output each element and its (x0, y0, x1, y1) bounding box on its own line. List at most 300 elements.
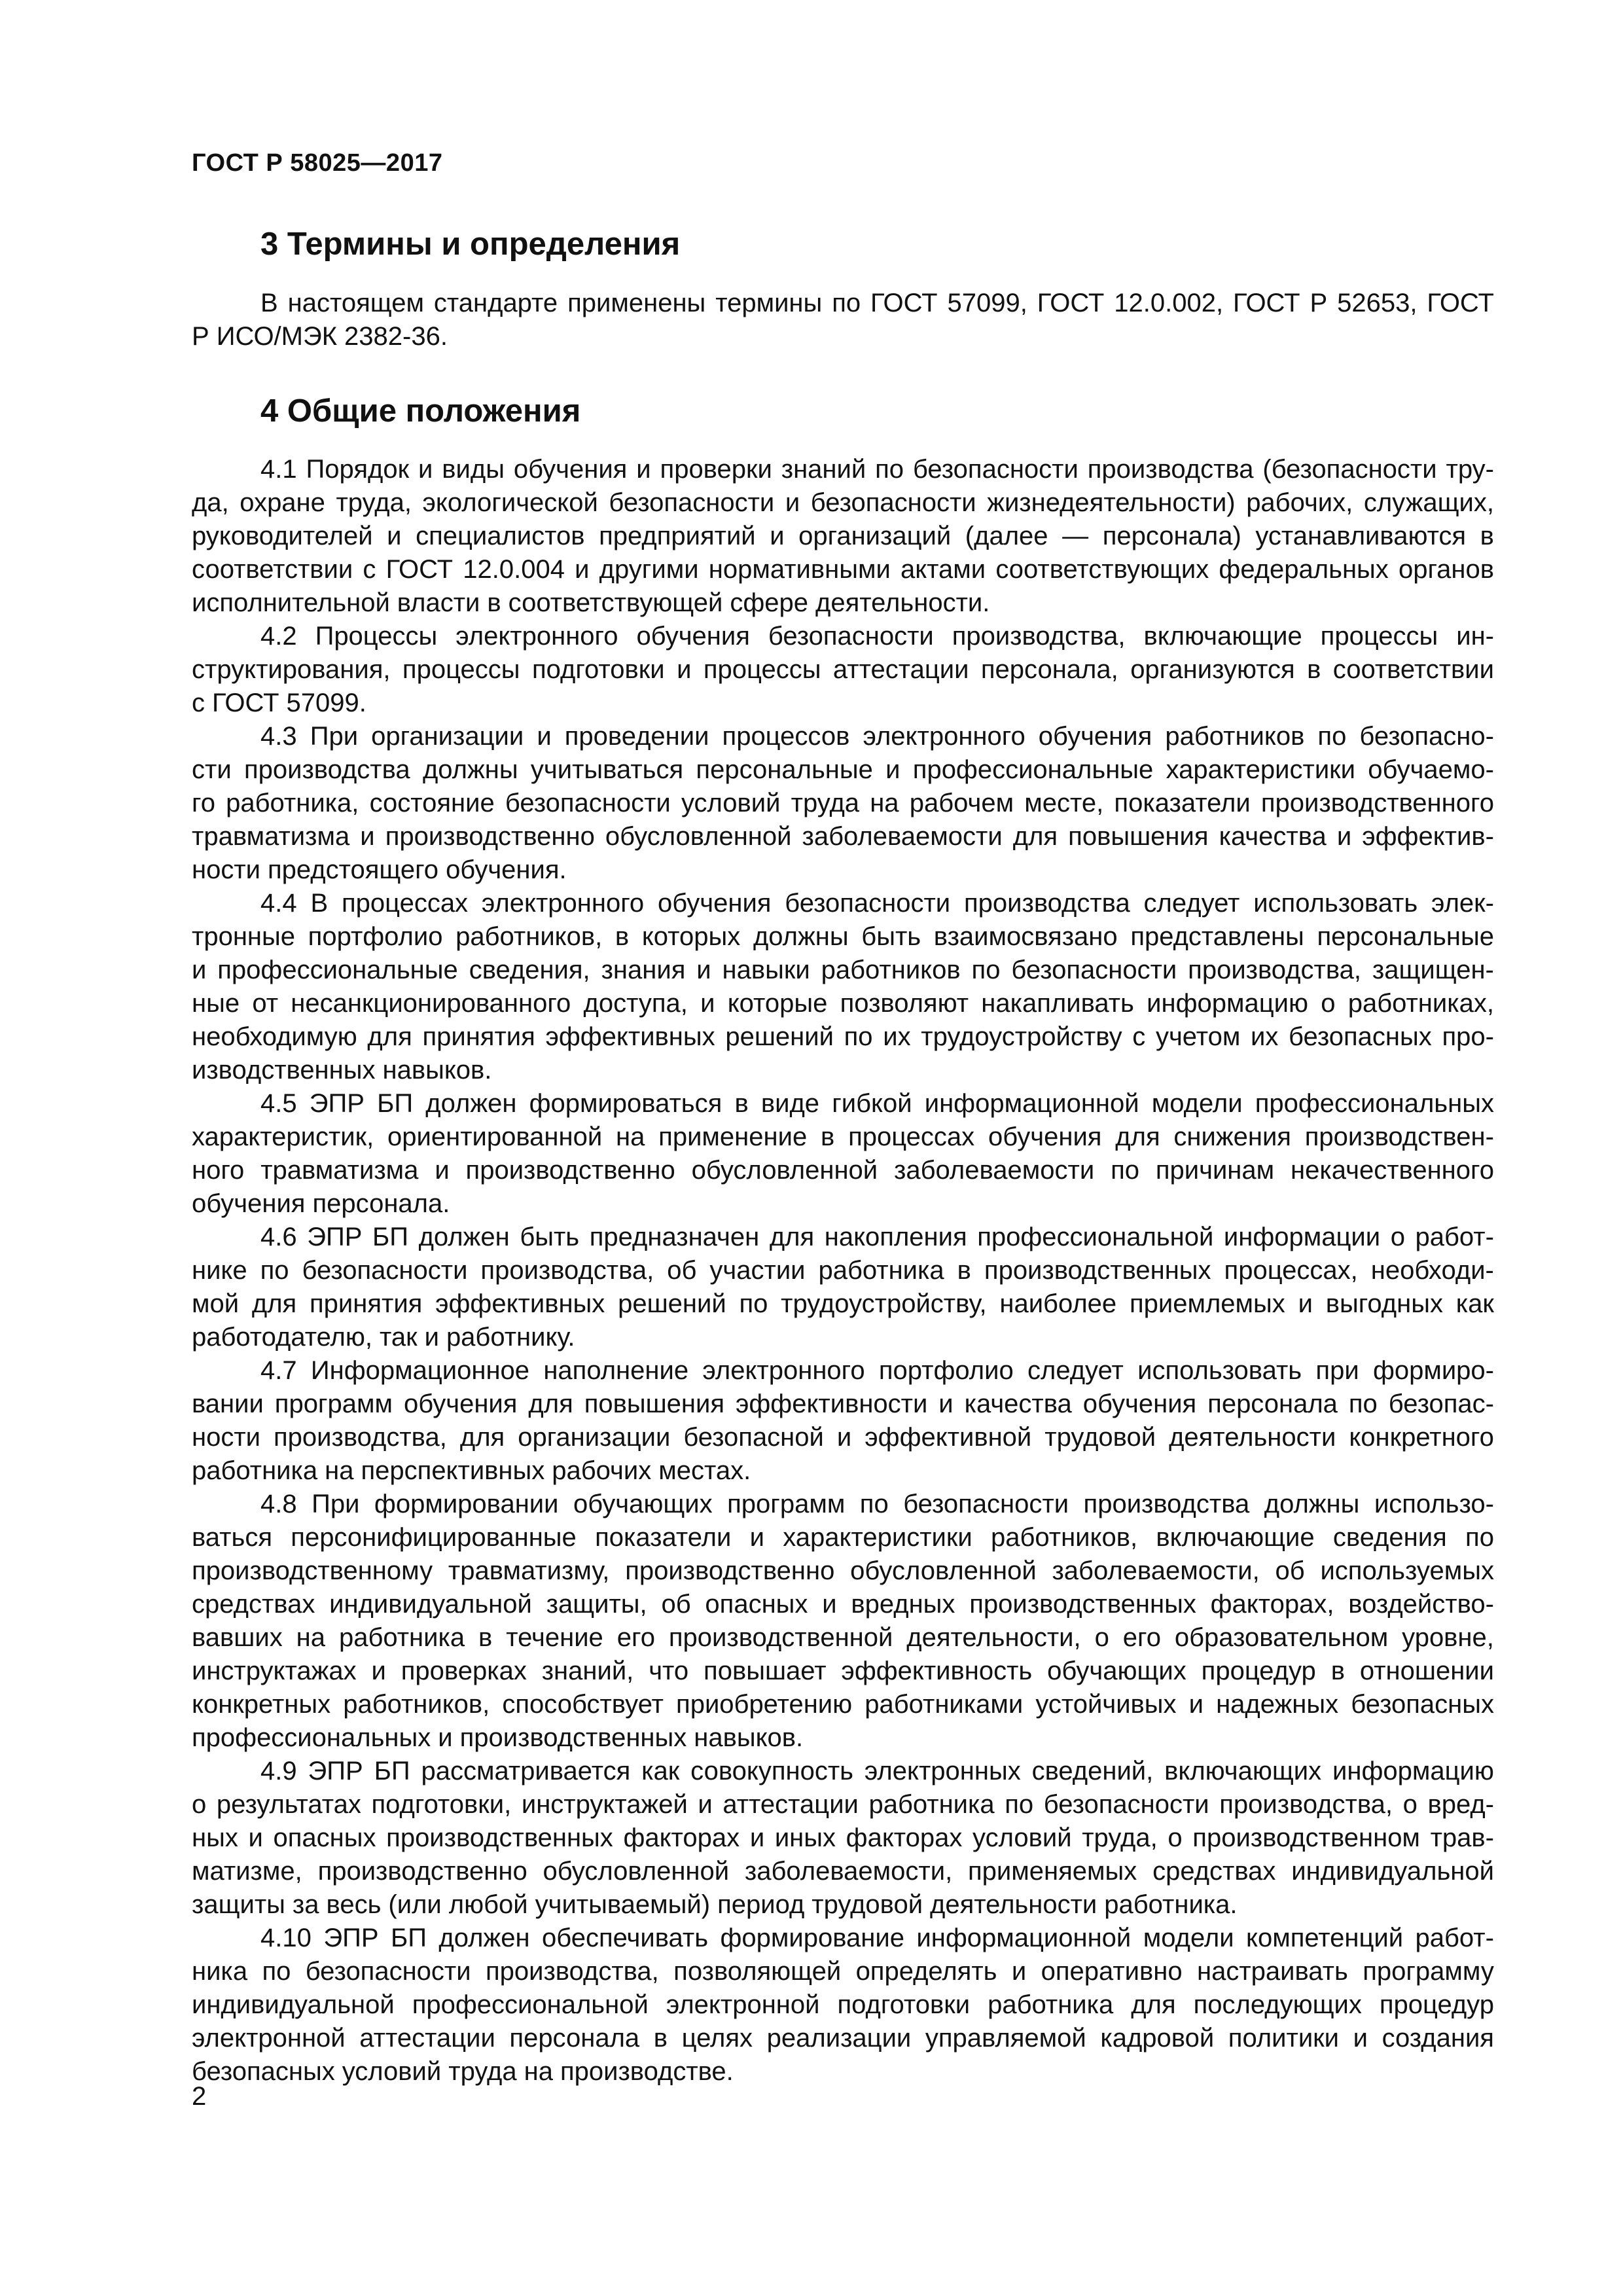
word: и (438, 1723, 453, 1752)
word: профессиональной (977, 1223, 1214, 1251)
word: использо- (1374, 1490, 1494, 1518)
word: месте, (1024, 789, 1104, 817)
word: с (1132, 1022, 1146, 1051)
word: производственно (625, 1556, 835, 1585)
word: определять (855, 1957, 997, 1986)
word: ника (192, 1957, 248, 1986)
word: о (1168, 1823, 1183, 1852)
word: включающие (1156, 1523, 1315, 1552)
word: 57099. (286, 689, 366, 717)
word: и (192, 956, 207, 984)
word: воздейство- (1348, 1590, 1494, 1619)
word: При (312, 1490, 360, 1518)
word: матизме, (192, 1857, 302, 1886)
word: средствах (1152, 1857, 1276, 1886)
word: обучения (513, 455, 628, 484)
word: для (769, 1223, 815, 1251)
word: эффективность (841, 1657, 1033, 1685)
word: 4.6 (260, 1223, 297, 1251)
word: персонала (509, 2024, 640, 2053)
word: электронного (481, 889, 645, 918)
word: БП (377, 1089, 414, 1118)
word: в (615, 922, 630, 951)
text-line (192, 1154, 1494, 1187)
word: производства, (1219, 1790, 1393, 1819)
word: безопас- (1388, 1390, 1494, 1418)
word: условий (972, 1823, 1072, 1852)
word: ности (192, 855, 260, 884)
text-line (192, 954, 1494, 987)
word: безопасности (305, 1957, 471, 1986)
word: для (1012, 822, 1058, 851)
word: иных (774, 1823, 836, 1852)
word: любой (448, 1890, 528, 1919)
word: го (192, 789, 215, 817)
word: аттестации (832, 655, 969, 684)
word: обучения (636, 622, 750, 651)
word: организуются (1130, 655, 1295, 684)
word: производственных (984, 1256, 1211, 1285)
word: безопасности (1011, 956, 1177, 984)
word: процедур (1201, 1657, 1316, 1685)
text-line (192, 1855, 1494, 1888)
word: следует (1143, 889, 1240, 918)
text-line (192, 687, 1494, 720)
word: устойчивых (1035, 1690, 1177, 1719)
word: некачественного (1291, 1156, 1494, 1185)
word: 12.0.002, (1114, 289, 1224, 317)
word: актами (900, 555, 986, 584)
word: и (418, 455, 433, 484)
word: работников, (990, 1523, 1138, 1552)
word: обучения. (446, 855, 567, 884)
word: включающих (1164, 1757, 1322, 1785)
word: производственному (192, 1556, 433, 1585)
word: и (696, 956, 711, 984)
word: 4.2 (260, 622, 297, 651)
word: — (1062, 522, 1089, 550)
word: рассматривается (421, 1757, 631, 1785)
word: по (971, 956, 1001, 984)
word: информации (1223, 1223, 1381, 1251)
word: изводственных (192, 1056, 376, 1085)
word: ориентированной (387, 1122, 603, 1151)
word: эффективных (435, 1289, 605, 1318)
word: другими (599, 555, 699, 584)
word: ГОСТ (1037, 289, 1105, 317)
word: обусловленной (691, 1156, 878, 1185)
word: об (667, 1256, 697, 1285)
word: и (1011, 1957, 1027, 1986)
word: в (478, 1623, 493, 1652)
word: применяемых (968, 1857, 1137, 1886)
word: их (1251, 1022, 1279, 1051)
word: процессов (722, 722, 850, 751)
word: по (1005, 1790, 1034, 1819)
word: и (770, 522, 785, 550)
word: травматизма (260, 1156, 419, 1185)
word: позволяющей (673, 1957, 842, 1986)
word: конкретного (1349, 1423, 1494, 1452)
word: навыков. (382, 1056, 492, 1085)
text-line (192, 1221, 1494, 1254)
word: о (1321, 989, 1336, 1018)
word: средствах (192, 1590, 315, 1619)
word: защиты, (546, 1590, 647, 1619)
word: образовательном (1174, 1623, 1389, 1652)
word: и (700, 989, 715, 1018)
word: безопасности (810, 488, 976, 517)
word: используемых (1320, 1556, 1494, 1585)
word: формировании (374, 1490, 559, 1518)
word: позволяют (840, 989, 969, 1018)
word: течение (506, 1623, 603, 1652)
word: их (883, 1022, 911, 1051)
word: в (957, 1256, 971, 1285)
word: эффективной (865, 1423, 1032, 1452)
word: работника (988, 1990, 1114, 2019)
word: работниках, (1347, 989, 1494, 1018)
word: факторах, (1210, 1590, 1334, 1619)
word: при (1315, 1356, 1359, 1385)
word: и (360, 822, 375, 851)
word: да, (192, 488, 229, 517)
word: защищен- (1372, 956, 1494, 984)
word: должен (418, 1223, 510, 1251)
word: быть (520, 1223, 580, 1251)
text-line (192, 1388, 1494, 1421)
word: труда (791, 789, 860, 817)
word: должны (422, 755, 518, 784)
word: индивидуальной (329, 1590, 532, 1619)
word: деятельности. (815, 588, 990, 617)
word: устанавливаются (1255, 522, 1467, 550)
word: по (1111, 1156, 1139, 1185)
text-line (192, 1454, 1494, 1488)
word: травматизма (192, 822, 350, 851)
word: совокупность (690, 1757, 853, 1785)
word: сти (192, 755, 232, 784)
word: работника. (1104, 1890, 1238, 1919)
word: для (459, 1423, 505, 1452)
word: оперативно (1041, 1957, 1183, 1986)
word: процессах (341, 889, 469, 918)
word: процессы (402, 655, 520, 684)
word: по (1465, 1523, 1494, 1552)
section-3-heading: 3 Термины и определения (260, 226, 681, 262)
word: заболеваемости (802, 822, 1003, 851)
word: вредных (851, 1590, 955, 1619)
word: что (649, 1657, 689, 1685)
word: подготовки (837, 1990, 971, 2019)
text-line (192, 520, 1494, 553)
word: обучения (1038, 722, 1152, 751)
word: 4.4 (260, 889, 297, 918)
word: включающие (1143, 622, 1302, 651)
word: персональные (1317, 922, 1494, 951)
word: эффективных (545, 1022, 715, 1051)
text-line (192, 820, 1494, 853)
word: безопасной (683, 1423, 824, 1452)
word: выгодных (1325, 1289, 1443, 1318)
text-line (192, 1922, 1494, 1955)
word: Процессы (315, 622, 438, 651)
section-4-heading: 4 Общие положения (260, 393, 581, 429)
word: характеристики (783, 1523, 972, 1552)
word: безопасности (609, 488, 775, 517)
word: ных (192, 1823, 238, 1852)
text-line (192, 1421, 1494, 1454)
word: следует (1027, 1356, 1124, 1385)
word: безопасности (302, 1256, 468, 1285)
word: обучающих (573, 1490, 713, 1518)
word: должны (1264, 1490, 1360, 1518)
word: процессы (703, 655, 821, 684)
word: учитываться (530, 755, 684, 784)
word: программ (274, 1390, 393, 1418)
word: на (296, 1623, 326, 1652)
word: 4.5 (260, 1089, 297, 1118)
word: профессиональные (912, 755, 1154, 784)
word: работников, (343, 1690, 490, 1719)
word: за (292, 1890, 319, 1919)
word: рабочем (909, 789, 1014, 817)
word: производства (1083, 1490, 1250, 1518)
document-code-header: ГОСТ Р 58025—2017 (192, 149, 443, 177)
word: заболеваемости, (1052, 1556, 1260, 1585)
word: ваться (192, 1523, 272, 1552)
word: трудоустройству, (781, 1289, 987, 1318)
word: обучения (403, 1390, 518, 1418)
word: безопасно- (1359, 722, 1494, 751)
word: работника (868, 1790, 995, 1819)
word: производствен- (1304, 1122, 1494, 1151)
word: ин- (1456, 622, 1494, 651)
section-3-body (192, 287, 1494, 353)
word: в (487, 588, 501, 617)
word: специалистов (416, 522, 585, 550)
word: ЭПР (307, 1223, 363, 1251)
word: характеристик, (192, 1122, 374, 1151)
word: ЭПР (309, 1089, 365, 1118)
word: Р (1310, 289, 1328, 317)
text-line (192, 1554, 1494, 1588)
word: 52653, (1337, 289, 1418, 317)
word: снижения (1173, 1122, 1291, 1151)
word: взаимосвязано (933, 922, 1118, 951)
text-line (192, 1721, 1494, 1755)
text-line (192, 987, 1494, 1020)
word: об (1275, 1556, 1305, 1585)
word: 4.8 (260, 1490, 297, 1518)
text-line (192, 320, 1494, 353)
word: работодателю, (192, 1323, 372, 1352)
word: работников (821, 956, 961, 984)
word: знаний, (541, 1657, 634, 1685)
text-line (192, 1121, 1494, 1154)
word: навыки (722, 956, 810, 984)
word: 4.7 (260, 1356, 297, 1385)
word: весь (326, 1890, 382, 1919)
word: БП (374, 1757, 410, 1785)
word: процессах, (1224, 1256, 1358, 1285)
word: ЭПР (323, 1924, 379, 1952)
word: настраивать (1196, 1957, 1348, 1986)
word: и (575, 555, 590, 584)
word: экологической (422, 488, 598, 517)
word: производственных (969, 1590, 1196, 1619)
word: повышает (704, 1657, 827, 1685)
word: деятельности (1169, 1423, 1336, 1452)
word: профессиональных (1255, 1089, 1494, 1118)
text-line (192, 1655, 1494, 1688)
word: состояние (369, 789, 495, 817)
word: на (524, 2057, 553, 2086)
word: жизнедеятельности) (987, 488, 1236, 517)
word: процедур (1379, 1990, 1494, 2019)
word: в (734, 1089, 749, 1118)
word: аттестации (359, 2024, 495, 2053)
text-line (192, 1321, 1494, 1354)
word: безопасности (505, 789, 671, 817)
word: и (1298, 1289, 1313, 1318)
word: травматизму, (448, 1556, 610, 1585)
section-4-body (192, 453, 1494, 2089)
word: работника (818, 1256, 944, 1285)
word: элек- (1431, 889, 1494, 918)
word: целях (681, 2024, 753, 2053)
word: рабочих (552, 1456, 652, 1485)
word: В (310, 889, 329, 918)
word: информацию (1332, 1757, 1494, 1785)
word: в (1480, 522, 1494, 550)
word: в (1330, 1657, 1345, 1685)
word: работ- (1415, 1924, 1494, 1952)
word: принятия (422, 1022, 535, 1051)
word: 4.9 (260, 1757, 297, 1785)
word: конкретных (192, 1690, 331, 1719)
word: профессиональные (217, 956, 458, 984)
word: принятия (310, 1289, 423, 1318)
word: необходимую (192, 1022, 357, 1051)
word: по (739, 1289, 768, 1318)
word: производстве. (560, 2057, 734, 2086)
word: и (1336, 822, 1352, 851)
text-line (192, 1187, 1494, 1221)
text-line (192, 453, 1494, 486)
word: безопасности (912, 455, 1079, 484)
word: индивидуальной (1291, 1857, 1494, 1886)
word: на (325, 1456, 354, 1485)
word: организаций (798, 522, 952, 550)
word: работ- (1415, 1223, 1494, 1251)
word: ГОСТ (385, 555, 454, 584)
word: (или (388, 1890, 442, 1919)
word: сведения, (469, 956, 590, 984)
word: факторах (623, 1823, 740, 1852)
word: работников, (455, 922, 603, 951)
word: структирования, (192, 655, 391, 684)
word: информационной (924, 1089, 1139, 1118)
word: приемлемых (1129, 1289, 1285, 1318)
word: наиболее (999, 1289, 1117, 1318)
text-line (192, 1755, 1494, 1788)
text-line (192, 1621, 1494, 1655)
word: соответствии (192, 555, 353, 584)
word: ности (192, 1423, 260, 1452)
word: ГОСТ (1427, 289, 1494, 317)
word: о (1390, 1223, 1405, 1251)
word: Информационное (310, 1356, 530, 1385)
text-line (192, 1888, 1494, 1922)
word: накапливать (981, 989, 1134, 1018)
word: электронных (864, 1757, 1021, 1785)
word: показатели (1114, 789, 1251, 817)
word: опасных (705, 1590, 808, 1619)
word: программу (1363, 1957, 1494, 1986)
word: управляемой (925, 2024, 1086, 2053)
text-line (192, 1955, 1494, 1988)
word: производства (1087, 455, 1254, 484)
word: по (1317, 722, 1347, 751)
word: навыков. (694, 1723, 804, 1752)
word: программ (727, 1490, 846, 1518)
word: (безопасности (1262, 455, 1437, 484)
word: использовать (1137, 1356, 1302, 1385)
text-line (192, 553, 1494, 586)
word: индивидуальной (192, 1990, 395, 2019)
word: модели (1143, 1924, 1234, 1952)
word: формирование (720, 1924, 904, 1952)
word: вред- (1427, 1790, 1494, 1819)
word: показатели (595, 1523, 732, 1552)
word: производственной (668, 1623, 893, 1652)
word: 4.1 (260, 455, 297, 484)
word: и (698, 1790, 713, 1819)
word: надежных (1216, 1690, 1339, 1719)
text-line (192, 586, 1494, 620)
text-line (192, 920, 1494, 954)
word: безопасных (1289, 1022, 1432, 1051)
word: производственном (1192, 1823, 1420, 1852)
word: факторах (846, 1823, 963, 1852)
word: представлены (1130, 922, 1304, 951)
word: быть (861, 922, 921, 951)
word: гибкой (832, 1089, 912, 1118)
word: безопасности (1043, 1790, 1209, 1819)
word: персонала. (312, 1189, 450, 1218)
word: про- (1442, 1022, 1494, 1051)
word: должен (425, 1089, 517, 1118)
word: виды (442, 455, 505, 484)
word: накопления (824, 1223, 967, 1251)
word: инструктажей (521, 1790, 688, 1819)
word: труда (448, 2057, 517, 2086)
word: ГОСТ (1233, 289, 1300, 317)
word: для (528, 1390, 573, 1418)
word: обучения (1082, 1390, 1197, 1418)
word: Порядок (306, 455, 410, 484)
word: на (870, 789, 899, 817)
word: знаний (781, 455, 866, 484)
word: безопасности (768, 622, 934, 651)
text-line (192, 1988, 1494, 2022)
word: сведений, (1031, 1757, 1154, 1785)
word: обусловленной (543, 1857, 730, 1886)
word: ного (192, 1156, 245, 1185)
word: по (859, 1490, 889, 1518)
word: характеристики (1166, 755, 1356, 784)
